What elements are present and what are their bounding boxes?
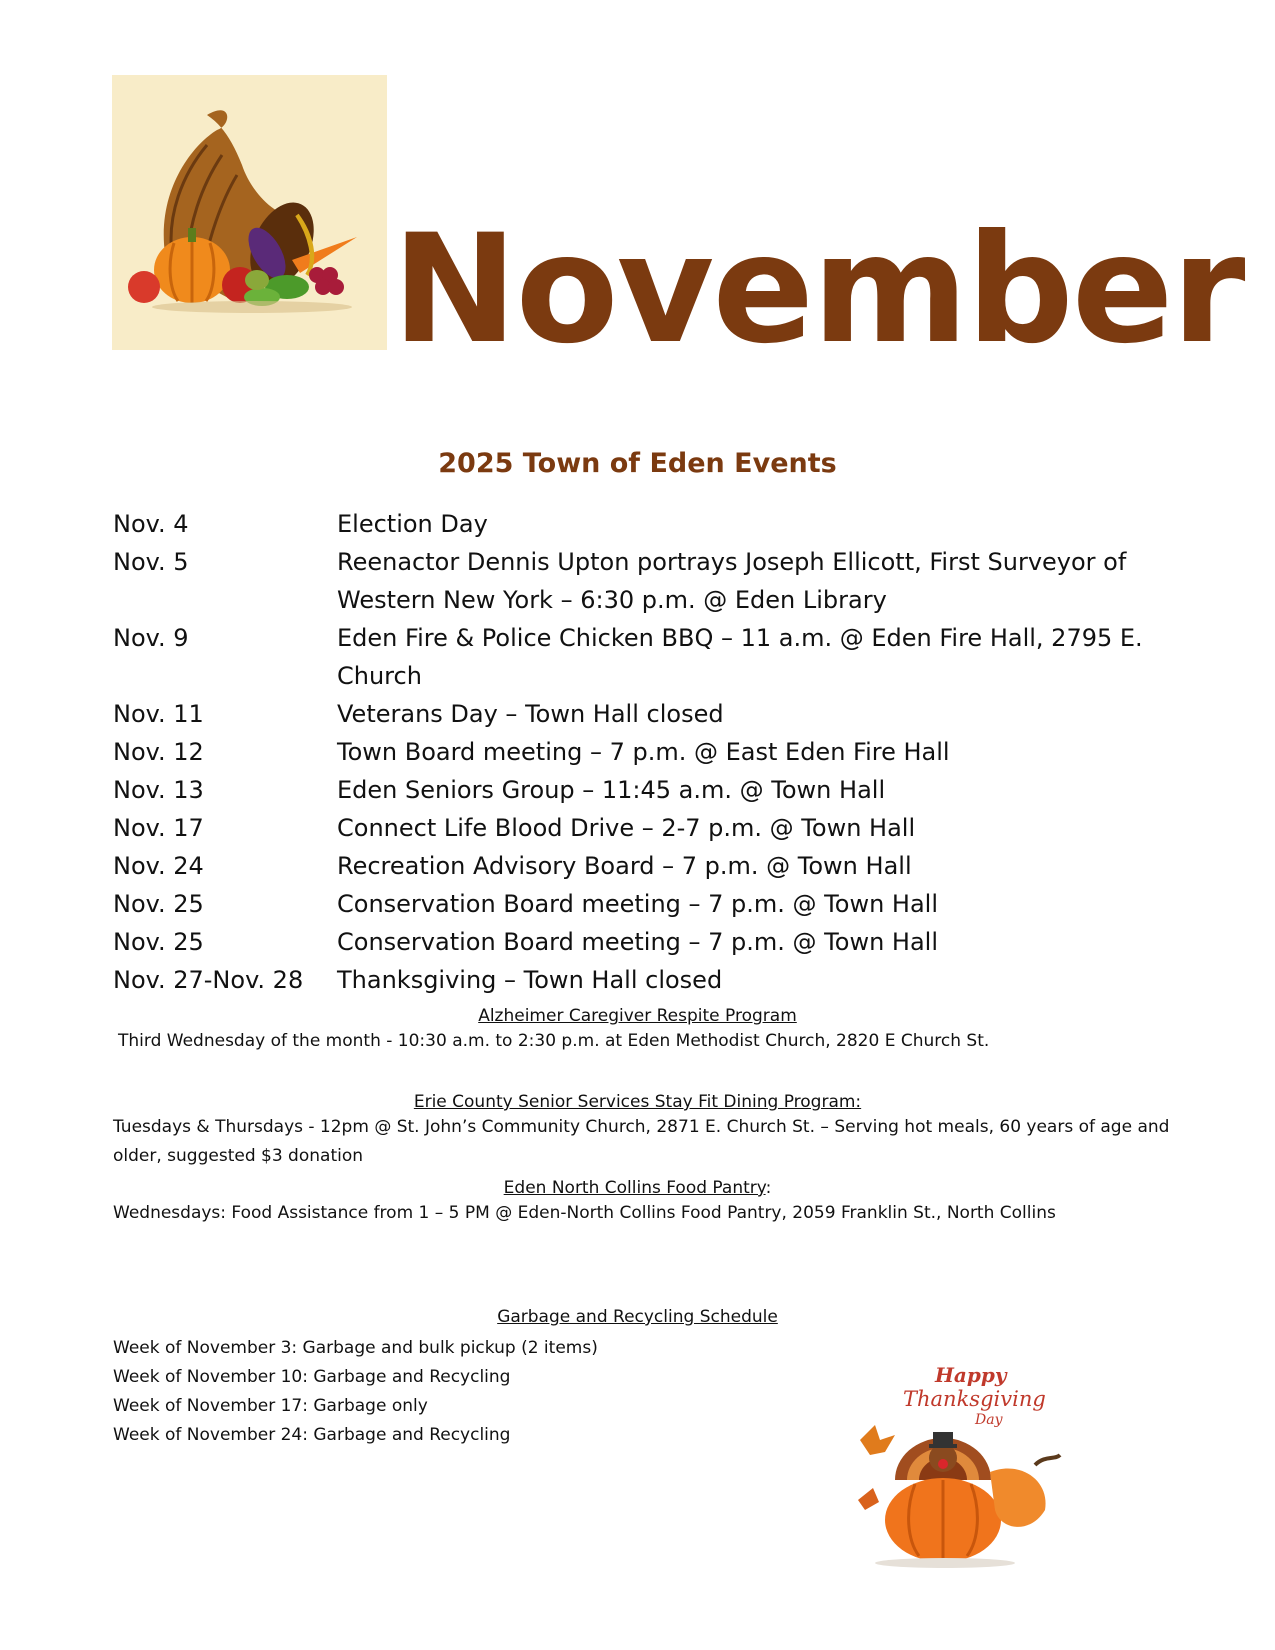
food-pantry-heading: Eden North Collins Food Pantry (503, 1178, 766, 1198)
event-date: Nov. 27-Nov. 28 (113, 966, 304, 994)
event-date: Nov. 4 (113, 510, 189, 538)
stay-fit-program-heading: Erie County Senior Services Stay Fit Dining Program: (413, 1092, 862, 1112)
thanksgiving-artwork (855, 1360, 1075, 1570)
garbage-week-item: Week of November 24: Garbage and Recycling (113, 1425, 511, 1445)
event-date: Nov. 13 (113, 776, 204, 804)
event-row (113, 543, 1173, 619)
event-row (113, 809, 1173, 847)
event-description: Veterans Day – Town Hall closed (337, 700, 724, 728)
event-date: Nov. 25 (113, 890, 204, 918)
event-description: Recreation Advisory Board – 7 p.m. @ Town Hall (337, 852, 912, 880)
event-description: Eden Fire & Police Chicken BBQ – 11 a.m. @ Eden Fire Hall, 2795 E. Church (337, 624, 1143, 690)
event-description: Town Board meeting – 7 p.m. @ East Eden Fire Hall (337, 738, 950, 766)
events-table (113, 505, 1173, 999)
event-description: Reenactor Dennis Upton portrays Joseph Ellicott, First Surveyor of Western New York – 6:30 p.m. @ Eden Library (337, 548, 1127, 614)
event-row (113, 619, 1173, 695)
garbage-schedule-list (113, 1334, 598, 1450)
event-row (113, 923, 1173, 961)
cornucopia-illustration (112, 75, 387, 350)
event-date: Nov. 11 (113, 700, 204, 728)
garbage-week-item: Week of November 10: Garbage and Recycling (113, 1367, 511, 1387)
garbage-schedule-heading: Garbage and Recycling Schedule (497, 1307, 778, 1327)
event-row (113, 771, 1173, 809)
event-description: Conservation Board meeting – 7 p.m. @ Town Hall (337, 890, 939, 918)
event-date: Nov. 5 (113, 548, 189, 576)
event-description: Connect Life Blood Drive – 2-7 p.m. @ Town Hall (337, 814, 916, 842)
page-subtitle: 2025 Town of Eden Events (438, 448, 837, 479)
alzheimer-program-text: Third Wednesday of the month - 10:30 a.m. to 2:30 p.m. at Eden Methodist Church, 2820 E Church St. (118, 1031, 990, 1051)
garbage-week-item: Week of November 17: Garbage only (113, 1396, 428, 1416)
event-row (113, 885, 1173, 923)
page-title: November (392, 203, 1244, 377)
event-date: Nov. 17 (113, 814, 204, 842)
garbage-week-item: Week of November 3: Garbage and bulk pickup (2 items) (113, 1338, 598, 1358)
event-row (113, 695, 1173, 733)
svg-text:Happy: Happy (935, 1363, 1007, 1387)
event-row (113, 961, 1173, 999)
event-description: Conservation Board meeting – 7 p.m. @ Town Hall (337, 928, 939, 956)
svg-text:Day: Day (975, 1412, 1003, 1428)
event-row (113, 505, 1173, 543)
event-date: Nov. 24 (113, 852, 204, 880)
event-description: Eden Seniors Group – 11:45 a.m. @ Town Hall (337, 776, 886, 804)
event-date: Nov. 25 (113, 928, 204, 956)
thanksgiving-turkey-illustration (855, 1360, 1075, 1570)
event-row (113, 733, 1173, 771)
svg-text:Thanksgiving: Thanksgiving (903, 1387, 1046, 1411)
event-description: Election Day (337, 510, 488, 538)
event-row (113, 847, 1173, 885)
food-pantry-text: Wednesdays: Food Assistance from 1 – 5 PM @ Eden-North Collins Food Pantry, 2059 Franklin St., North Collins (113, 1203, 1056, 1223)
stay-fit-program-text: Tuesdays & Thursdays - 12pm @ St. John’s Community Church, 2871 E. Church St. – Serving hot meals, 60 years of age and older, suggested $3 donation (113, 1117, 1170, 1166)
food-pantry-heading-colon: : (765, 1178, 772, 1198)
event-date: Nov. 12 (113, 738, 204, 766)
food-pantry-heading-line (0, 1178, 1275, 1198)
event-description: Thanksgiving – Town Hall closed (337, 966, 723, 994)
alzheimer-program-heading: Alzheimer Caregiver Respite Program (478, 1006, 797, 1026)
event-date: Nov. 9 (113, 624, 189, 652)
